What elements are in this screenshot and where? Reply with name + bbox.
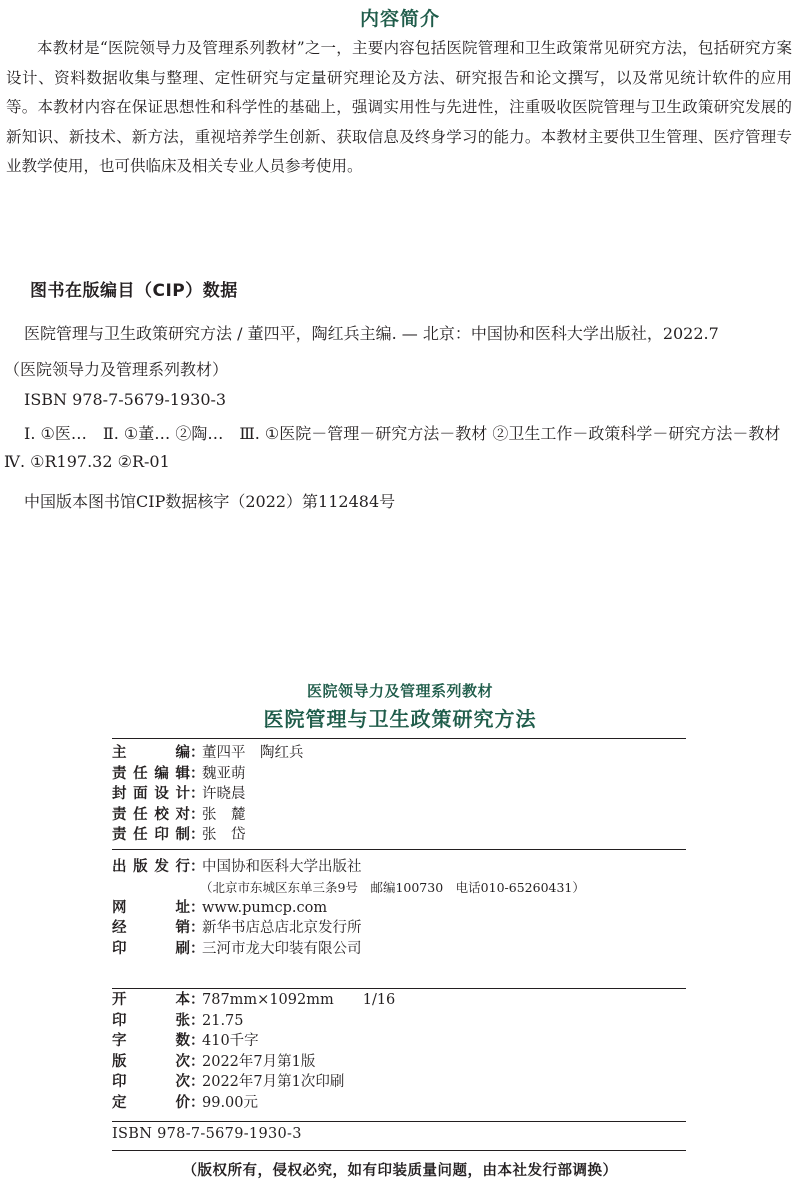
field-value: 2022年7月第1版 — [202, 1053, 316, 1070]
field-value: 魏亚萌 — [202, 765, 246, 782]
field-label — [112, 805, 190, 826]
field-label — [112, 764, 190, 785]
colophon-row — [112, 990, 686, 1011]
field-label-char: 址 — [175, 899, 190, 916]
field-label-char: 网 — [112, 899, 127, 916]
field-label-char: 次 — [175, 1074, 190, 1090]
intro-paragraph: 本教材是“医院领导力及管理系列教材”之一，主要内容包括医院管理和卫生政策常见研究方法，包括研究方案设计、资料数据收集与整理、定性研究与定量研究理论及方法、研究报告和论文撰写，以及常见统计软件的应用等。本教材内容在保证思想性和科学性的基础上，强调实用性与先进性，注重吸收医院管理与卫生政策研究发展的新知识、新技术、新方法，重视培养学生创新、获取信息及终身学习的能力。本教材主要供卫生管理、医疗管理专业教学使用，也可供临床及相关专业人员参考使用。 — [6, 39, 792, 175]
field-label-char: 印 — [112, 1074, 127, 1090]
field-label-char: 字 — [112, 1033, 127, 1049]
colophon-row — [112, 1031, 686, 1052]
field-label — [112, 825, 190, 846]
colophon-row — [112, 784, 686, 805]
field-colon: ： — [190, 1033, 205, 1049]
field-colon: ： — [190, 765, 205, 782]
field-label — [112, 1011, 190, 1032]
field-colon: ： — [190, 827, 205, 843]
divider — [112, 849, 686, 850]
field-value: 董四平 陶红兵 — [202, 745, 304, 761]
field-label-char: 印 — [112, 1012, 127, 1029]
divider — [112, 1150, 686, 1151]
intro-title: 内容简介 — [359, 8, 440, 30]
cip-series: （医院领导力及管理系列教材） — [4, 360, 229, 379]
field-value: 新华书店总店北京发行所 — [202, 920, 362, 936]
field-value: 三河市龙大印装有限公司 — [202, 940, 362, 957]
publisher-info — [112, 857, 686, 959]
field-label — [112, 1052, 190, 1073]
field-label-char: 版 — [112, 1053, 127, 1070]
field-label-char: 发 — [154, 859, 169, 875]
cip-data-block — [4, 320, 797, 524]
divider — [112, 988, 686, 989]
field-label-char: 主 — [112, 745, 127, 761]
colophon-row — [112, 1072, 686, 1093]
field-colon: ： — [190, 1074, 205, 1090]
colophon-row — [112, 764, 686, 785]
field-label-char: 任 — [133, 765, 148, 782]
publisher-address: （北京市东城区东单三条9号 邮编100730 电话010-65260431） — [200, 879, 585, 895]
field-label-char: 定 — [112, 1094, 127, 1111]
colophon-row — [112, 825, 686, 846]
field-label-char: 任 — [133, 827, 148, 843]
field-label-char: 本 — [175, 992, 190, 1008]
field-label — [112, 784, 190, 805]
field-label — [112, 1093, 190, 1114]
staff-credits — [112, 743, 686, 846]
field-label-char: 责 — [112, 765, 127, 782]
field-colon: ： — [190, 899, 205, 916]
field-colon: ： — [190, 1094, 205, 1111]
field-label-char: 编 — [175, 745, 190, 761]
field-label-char: 出 — [112, 859, 127, 875]
field-label-char: 印 — [154, 827, 169, 843]
field-colon: ： — [190, 786, 205, 802]
field-label-char: 刷 — [175, 940, 190, 957]
field-value: 中国协和医科大学出版社 — [202, 859, 362, 875]
field-label — [112, 939, 190, 960]
field-value: 21.75 — [202, 1012, 244, 1029]
field-value: 张 麓 — [202, 806, 246, 823]
field-label-char: 销 — [175, 920, 190, 936]
field-label-char: 张 — [175, 1012, 190, 1029]
field-label-char: 校 — [154, 806, 169, 823]
field-label-char: 任 — [133, 806, 148, 823]
intro-text-block — [6, 34, 792, 182]
cip-record-number: 中国版本图书馆CIP数据核字（2022）第112484号 — [24, 492, 396, 511]
colophon-isbn: ISBN 978-7-5679-1930-3 — [112, 1126, 302, 1142]
divider — [112, 1121, 686, 1122]
colophon-row — [112, 857, 686, 878]
field-label-char: 计 — [175, 786, 190, 802]
field-label — [112, 857, 190, 878]
colophon-book-title: 医院管理与卫生政策研究方法 — [263, 707, 537, 731]
field-label-char: 数 — [175, 1033, 190, 1049]
field-label-char: 次 — [175, 1053, 190, 1070]
cip-isbn: ISBN 978-7-5679-1930-3 — [24, 390, 227, 409]
field-label-char: 封 — [112, 786, 127, 802]
field-value: www.pumcp.com — [202, 899, 328, 916]
field-label-char: 版 — [133, 859, 148, 875]
colophon-row — [112, 743, 686, 764]
field-value: 787mm×1092mm 1/16 — [202, 992, 396, 1008]
field-value: 99.00元 — [202, 1094, 259, 1111]
colophon-row — [112, 898, 686, 919]
colophon-row — [112, 939, 686, 960]
copyright-notice: （版权所有，侵权必究，如有印装质量问题，由本社发行部调换） — [182, 1163, 618, 1179]
cip-classification: Ⅰ. ①医… Ⅱ. ①董… ②陶… Ⅲ. ①医院－管理－研究方法－教材 ②卫生工作－政策科学－研究方法－教材 Ⅳ. ①R197.32 ②R-01 — [4, 424, 797, 471]
field-label-char: 责 — [112, 827, 127, 843]
field-label-char: 面 — [133, 786, 148, 802]
divider — [112, 738, 686, 739]
field-label-char: 编 — [154, 765, 169, 782]
field-value: 张 岱 — [202, 827, 246, 843]
field-label — [112, 1072, 190, 1093]
field-label — [112, 990, 190, 1011]
cip-heading: 图书在版编目（CIP）数据 — [30, 281, 238, 301]
field-colon: ： — [190, 992, 205, 1008]
field-colon: ： — [190, 1053, 205, 1070]
field-value: 2022年7月第1次印刷 — [202, 1074, 345, 1090]
field-colon: ： — [190, 859, 205, 875]
field-colon: ： — [190, 1012, 205, 1029]
colophon-row — [112, 805, 686, 826]
field-label-char: 辑 — [175, 765, 190, 782]
field-label-char: 开 — [112, 992, 127, 1008]
colophon-series-name: 医院领导力及管理系列教材 — [306, 682, 493, 700]
field-label — [112, 1031, 190, 1052]
field-label — [112, 918, 190, 939]
colophon-row — [112, 1011, 686, 1032]
field-colon: ： — [190, 940, 205, 957]
field-label-char: 责 — [112, 806, 127, 823]
cip-title-line: 医院管理与卫生政策研究方法 / 董四平，陶红兵主编. — 北京：中国协和医科大学出版社，2022.7 — [24, 324, 719, 343]
field-label — [112, 898, 190, 919]
colophon-row — [112, 1052, 686, 1073]
field-label-char: 印 — [112, 940, 127, 957]
field-value: 许晓晨 — [202, 786, 246, 802]
field-value: 410千字 — [202, 1033, 259, 1049]
colophon-row — [112, 918, 686, 939]
field-label-char: 经 — [112, 920, 127, 936]
field-label-char: 对 — [175, 806, 190, 823]
field-colon: ： — [190, 745, 205, 761]
field-colon: ： — [190, 806, 205, 823]
field-label-char: 行 — [175, 859, 190, 875]
field-label-char: 制 — [175, 827, 190, 843]
field-label-char: 设 — [154, 786, 169, 802]
field-colon: ： — [190, 920, 205, 936]
field-label — [112, 743, 190, 764]
print-specs — [112, 990, 686, 1113]
colophon-row — [112, 1093, 686, 1114]
field-label-char: 价 — [175, 1094, 190, 1111]
